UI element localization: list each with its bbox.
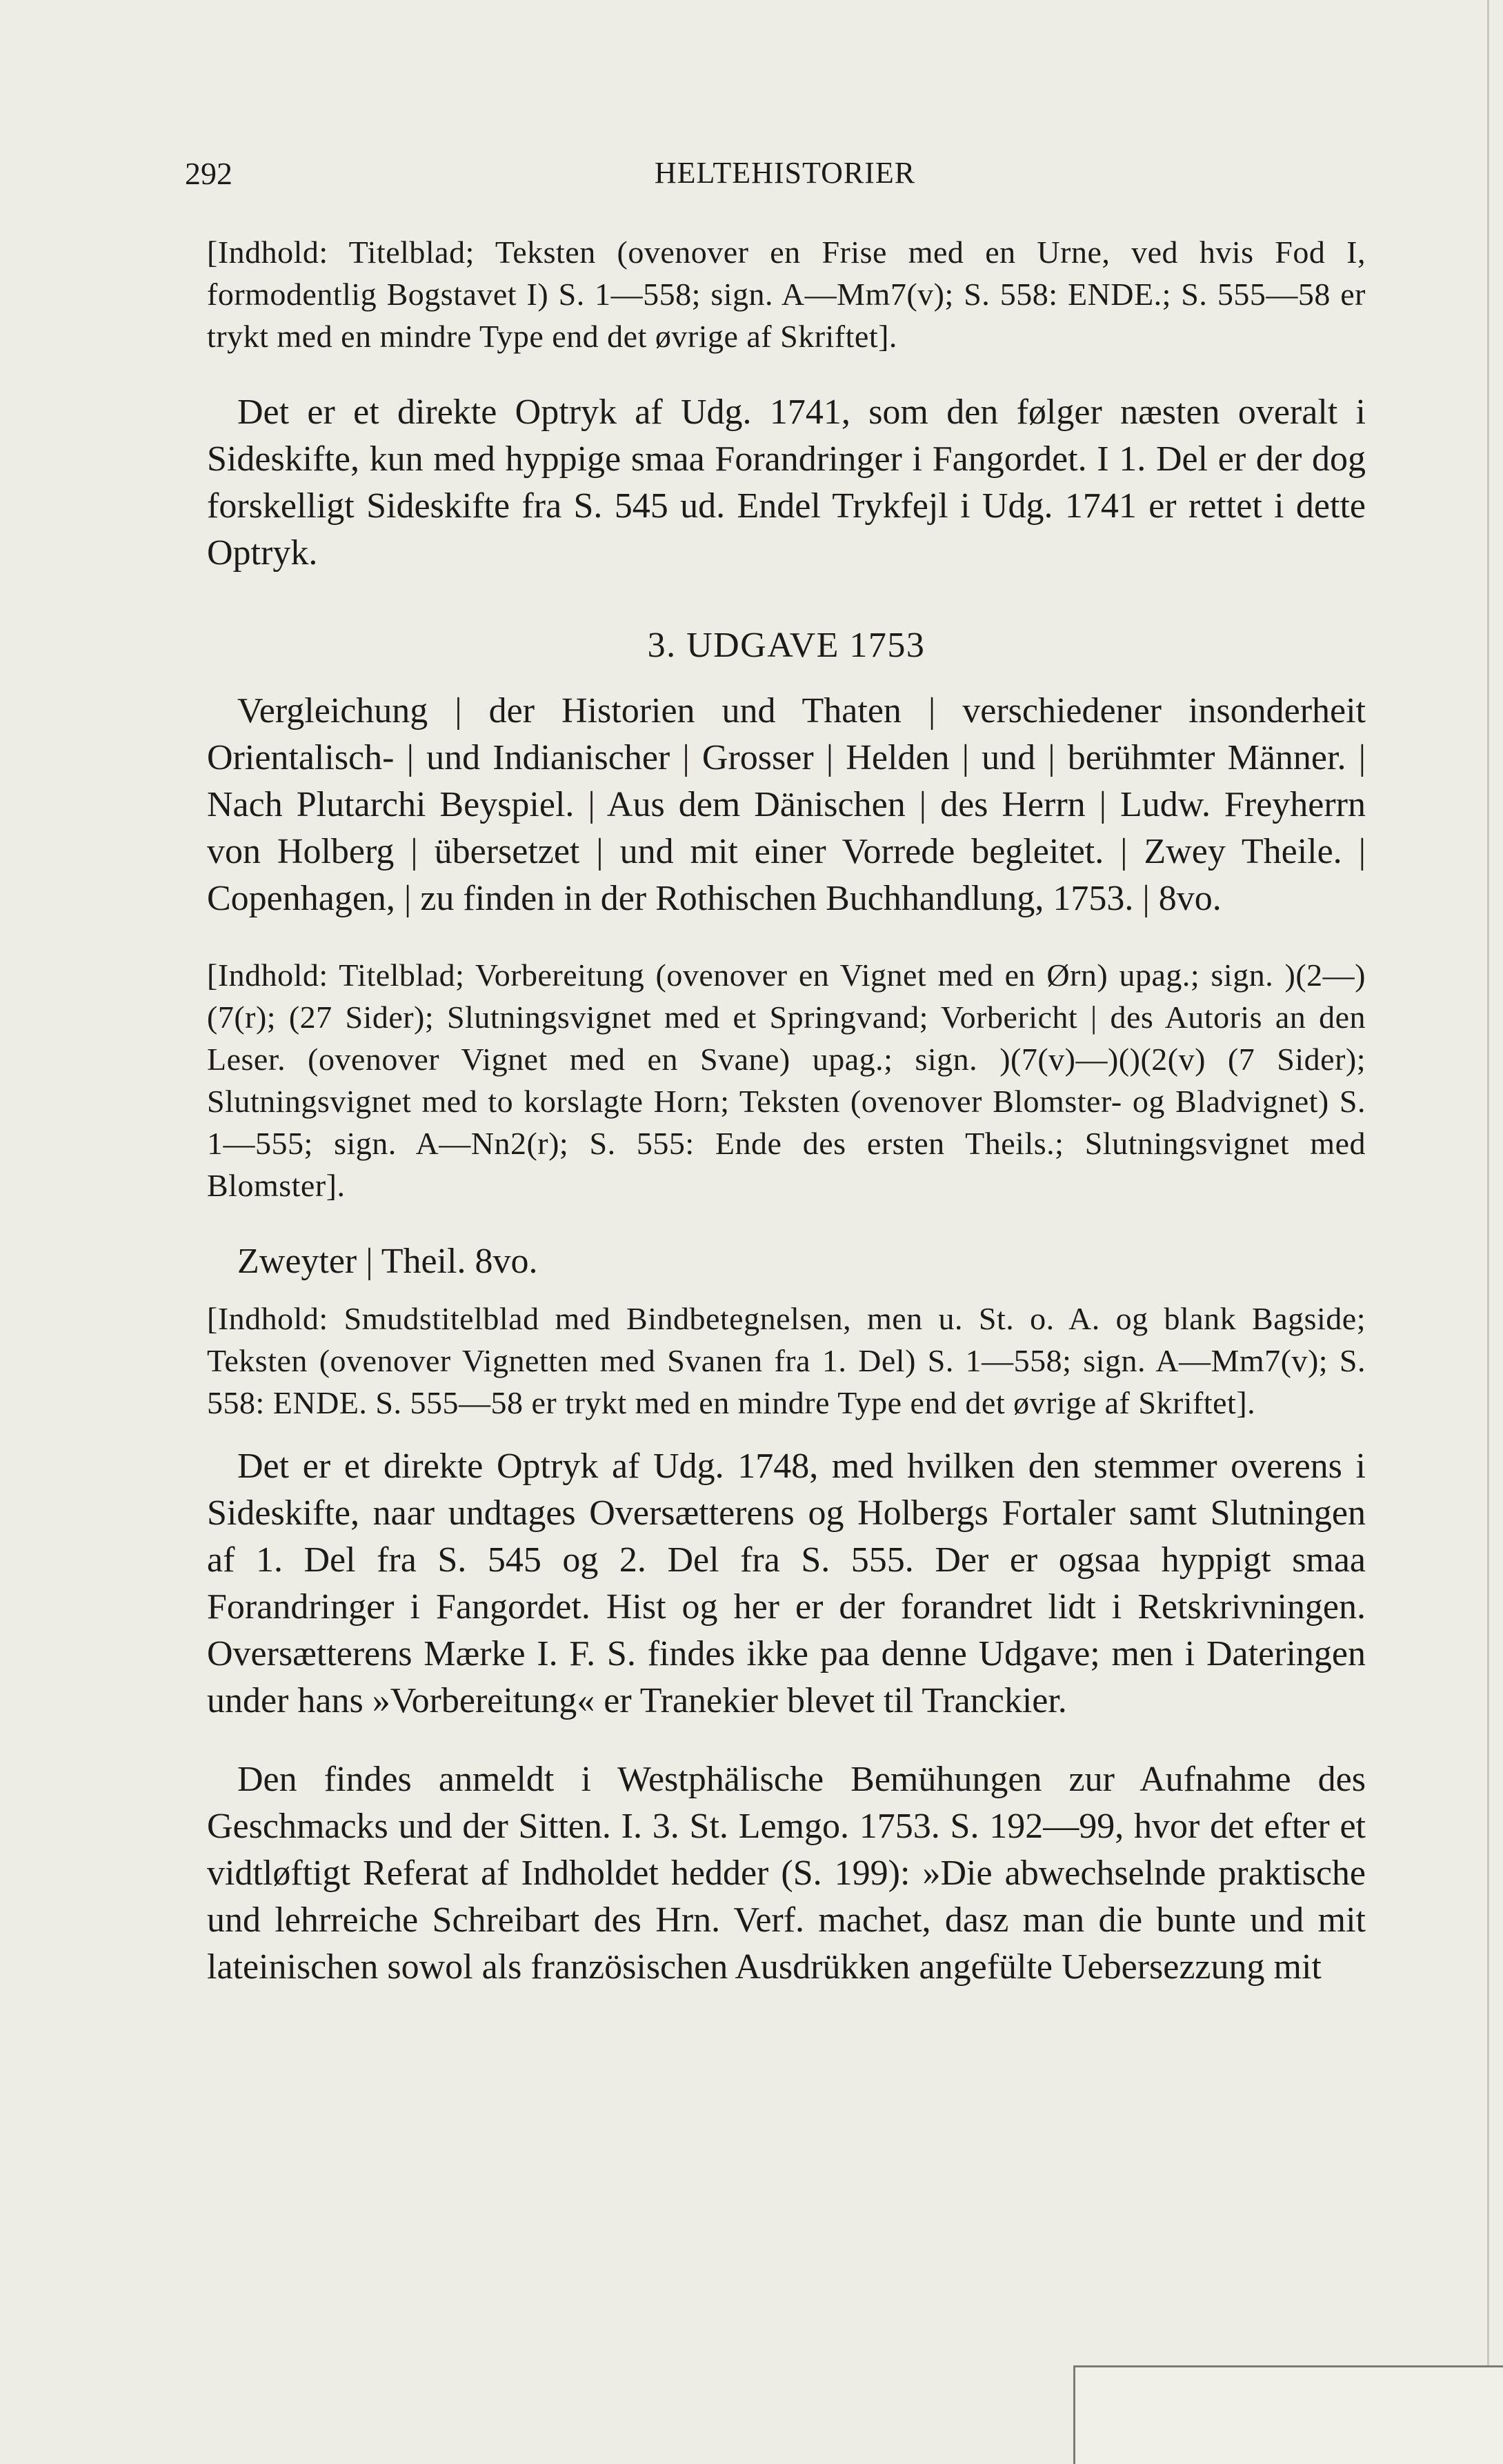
running-title: HELTEHISTORIER (654, 156, 916, 190)
title-transcription: Vergleichung | der Historien und Thaten | verschiedener insonderheit Orientalisch- | und Indianischer | Grosser | Helden | und | berühmter Männer. | Nach Plutarchi Beyspiel. | Aus dem Dänischen | des Herrn | Ludw. Freyherrn von Holberg | übersetzet | und mit einer Vorrede begleitet. | Zwey Theile. | Copenhagen, | zu finden in der Rothischen Buchhandlung, 1753. | 8vo. (207, 691, 1366, 918)
second-part-title: Zweyter | Theil. 8vo. (237, 1242, 538, 1281)
contents-note-2: [Indhold: Titelblad; Vorbereitung (ovenover en Vignet med en Ørn) upag.; sign. )(2—)(7(r); (27 Sider); Slutningsvignet med et Springvand; Vorbericht | des Autoris an den Leser. (ovenover Vignet med en Svane) upag.; sign. )(7(v)—)()(2(v) (7 Sider); Slutningsvignet med to korslagte Horn; Teksten (ovenover Blomster- og Bladvignet) S. 1—555; sign. A—Nn2(r); S. 555: Ende des ersten Theils.; Slutningsvignet med Blomster]. (207, 957, 1366, 1203)
page-number: 292 (185, 156, 232, 191)
contents-note-3: [Indhold: Smudstitelblad med Bindbetegnelsen, men u. St. o. A. og blank Bagside; Teksten (ovenover Vignetten med Svanen fra 1. Del) S. 1—558; sign. A—Mm7(v); S. 558: ENDE. S. 555—58 er trykt med en mindre Type end det øvrige af Skriftet]. (207, 1301, 1366, 1420)
paragraph-review: Den findes anmeldt i Westphälische Bemühungen zur Aufnahme des Geschmacks und der Sitten. I. 3. St. Lemgo. 1753. S. 192—99, hvor det efter et vidtløftigt Referat af Indholdet hedder (S. 199): »Die abwechselnde praktische und lehrreiche Schreibart des Hrn. Verf. machet, dasz man die bunte und mit lateinischen sowol als französischen Ausdrükken angefülte Uebersezzung mit (207, 1760, 1366, 1987)
page-header (185, 155, 1385, 197)
paragraph-reprint-1741: Det er et direkte Optryk af Udg. 1741, som den følger næsten overalt i Sideskifte, kun med hyppige smaa Forandringer i Fangordet. I 1. Del er der dog forskelligt Sideskifte fra S. 545 ud. Endel Trykfejl i Udg. 1741 er rettet i dette Optryk. (207, 393, 1366, 573)
section-heading: 3. UDGAVE 1753 (647, 626, 926, 665)
scan-corner-frame (1073, 2365, 1503, 2464)
page-body (207, 231, 1366, 1991)
paragraph-reprint-1748: Det er et direkte Optryk af Udg. 1748, med hvilken den stemmer overens i Sideskifte, naar undtages Oversætterens og Holbergs Fortaler samt Slutningen af 1. Del fra S. 545 og 2. Del fra S. 555. Der er ogsaa hyppigt smaa Forandringer i Fangordet. Hist og her er der forandret lidt i Retskrivningen. Oversætterens Mærke I. F. S. findes ikke paa denne Udgave; men i Dateringen under hans »Vorbereitung« er Tranekier blevet til Tranckier. (207, 1447, 1366, 1720)
contents-note-1: [Indhold: Titelblad; Teksten (ovenover en Frise med en Urne, ved hvis Fod I, formodentlig Bogstavet I) S. 1—558; sign. A—Mm7(v); S. 558: ENDE.; S. 555—58 er trykt med en mindre Type end det øvrige af Skriftet]. (207, 235, 1366, 354)
page-edge-line (1487, 0, 1489, 2464)
